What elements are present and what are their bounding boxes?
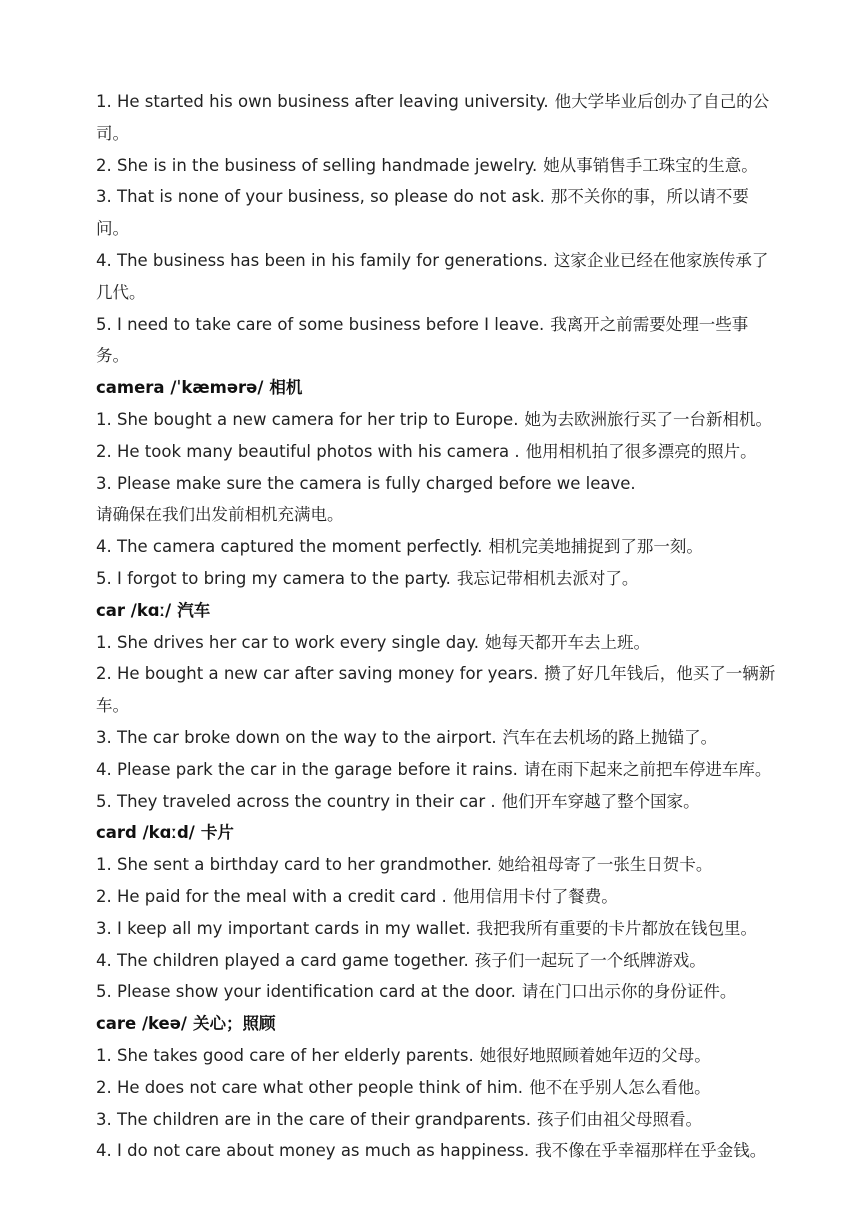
- chinese-translation: 她每天都开车去上班。: [484, 632, 650, 652]
- english-sentence: 2. He does not care what other people think of him.: [96, 1077, 524, 1097]
- sentence-line: [96, 436, 776, 468]
- english-sentence: 3. That is none of your business, so please do not ask.: [96, 187, 545, 207]
- headword-meaning: 相机: [269, 378, 303, 398]
- sentence-line: [96, 404, 776, 436]
- chinese-translation: 攒了好几年钱后，他买了一辆新车。: [96, 664, 776, 716]
- english-sentence: 1. He started his own business after leaving university.: [96, 92, 549, 111]
- word-heading-car: [96, 595, 776, 627]
- chinese-translation: 孩子们一起玩了一个纸牌游戏。: [474, 950, 706, 970]
- chinese-translation: 我不像在乎幸福那样在乎金钱。: [535, 1141, 767, 1161]
- word-heading-care: [96, 1008, 776, 1040]
- sentence-line: [96, 531, 776, 563]
- english-sentence: 4. Please park the car in the garage before it rains.: [96, 759, 518, 779]
- english-sentence: 1. She drives her car to work every single day.: [96, 632, 479, 652]
- sentence-line: [96, 849, 776, 881]
- headword-meaning: 汽车: [177, 600, 211, 620]
- headword-phonetic: care /keə/: [96, 1014, 187, 1034]
- english-sentence: 3. The children are in the care of their grandparents.: [96, 1109, 531, 1129]
- headword-meaning: 关心；照顾: [192, 1014, 276, 1034]
- english-sentence: 1. She sent a birthday card to her grandmother.: [96, 855, 492, 875]
- sentence-line: [96, 754, 776, 786]
- sentence-line: [96, 1072, 776, 1104]
- english-sentence: 2. She is in the business of selling handmade jewelry.: [96, 155, 538, 175]
- sentence-line: [96, 563, 776, 595]
- word-heading-camera: [96, 372, 776, 404]
- chinese-translation: 请在雨下起来之前把车停进车库。: [523, 759, 772, 779]
- sentence-line: [96, 245, 776, 309]
- headword-phonetic: card /kɑːd/: [96, 823, 195, 843]
- chinese-translation: 她从事销售手工珠宝的生意。: [543, 155, 758, 175]
- english-sentence: 4. The children played a card game together.: [96, 950, 469, 970]
- chinese-translation: 她给祖母寄了一张生日贺卡。: [497, 855, 713, 875]
- chinese-translation: 她很好地照顾着她年迈的父母。: [479, 1045, 711, 1065]
- chinese-translation: 请在门口出示你的身份证件。: [521, 982, 737, 1002]
- chinese-translation: 这家企业已经在他家族传承了几代。: [96, 250, 769, 302]
- sentence-line: [96, 309, 776, 373]
- sentence-line: [96, 627, 776, 659]
- sentence-line: [96, 86, 776, 150]
- chinese-translation: 相机完美地捕捉到了那一刻。: [488, 537, 703, 557]
- chinese-translation: 他大学毕业后创办了自己的公司。: [96, 92, 770, 143]
- english-sentence: 3. The car broke down on the way to the airport.: [96, 727, 497, 747]
- english-sentence: 5. Please show your identification card at the door.: [96, 982, 516, 1002]
- english-sentence: 2. He paid for the meal with a credit card .: [96, 886, 447, 906]
- chinese-translation: 孩子们由祖父母照看。: [536, 1109, 702, 1129]
- headword-meaning: 卡片: [200, 823, 234, 843]
- sentence-line: [96, 1104, 776, 1136]
- headword-phonetic: camera /ˈkæmərə/: [96, 378, 264, 398]
- sentence-line: [96, 658, 776, 722]
- word-heading-card: [96, 817, 776, 849]
- sentence-line: [96, 913, 776, 945]
- sentence-line: [96, 976, 776, 1008]
- chinese-translation: 他们开车穿越了整个国家。: [501, 791, 700, 811]
- sentence-line: [96, 881, 776, 913]
- headword-phonetic: car /kɑː/: [96, 600, 172, 620]
- english-sentence: 4. The business has been in his family for generations.: [96, 250, 548, 270]
- chinese-translation: 我把我所有重要的卡片都放在钱包里。: [476, 918, 757, 938]
- sentence-line: [96, 722, 776, 754]
- english-sentence: 1. She bought a new camera for her trip to Europe.: [96, 409, 519, 429]
- english-sentence: 1. She takes good care of her elderly parents.: [96, 1045, 474, 1065]
- chinese-translation: 我忘记带相机去派对了。: [456, 568, 639, 588]
- english-sentence: 5. They traveled across the country in their car .: [96, 791, 496, 811]
- chinese-translation: 他用信用卡付了餐费。: [452, 886, 618, 906]
- english-sentence: 3. Please make sure the camera is fully charged before we leave.: [96, 473, 636, 493]
- english-sentence: 2. He took many beautiful photos with his camera .: [96, 441, 520, 461]
- english-sentence: 3. I keep all my important cards in my wallet.: [96, 918, 471, 938]
- sentence-line: [96, 150, 776, 182]
- sentence-line: [96, 468, 776, 532]
- chinese-translation: 汽车在去机场的路上抛锚了。: [502, 727, 718, 747]
- english-sentence: 4. The camera captured the moment perfectly.: [96, 537, 483, 557]
- vocabulary-document: [96, 86, 776, 1167]
- english-sentence: 5. I need to take care of some business before I leave.: [96, 314, 545, 334]
- chinese-translation: 我离开之前需要处理一些事务。: [96, 314, 749, 366]
- english-sentence: 5. I forgot to bring my camera to the party.: [96, 568, 451, 588]
- chinese-translation: 他不在乎别人怎么看他。: [529, 1077, 711, 1097]
- sentence-line: [96, 1135, 776, 1167]
- chinese-translation: 他用相机拍了很多漂亮的照片。: [525, 441, 757, 461]
- chinese-translation: 她为去欧洲旅行买了一台新相机。: [524, 409, 772, 429]
- sentence-line: [96, 786, 776, 818]
- english-sentence: 2. He bought a new car after saving money for years.: [96, 664, 539, 684]
- sentence-line: [96, 181, 776, 245]
- sentence-line: [96, 945, 776, 977]
- chinese-translation: 那不关你的事，所以请不要问。: [96, 187, 749, 239]
- chinese-translation: 请确保在我们出发前相机充满电。: [96, 505, 344, 525]
- sentence-line: [96, 1040, 776, 1072]
- english-sentence: 4. I do not care about money as much as happiness.: [96, 1141, 530, 1161]
